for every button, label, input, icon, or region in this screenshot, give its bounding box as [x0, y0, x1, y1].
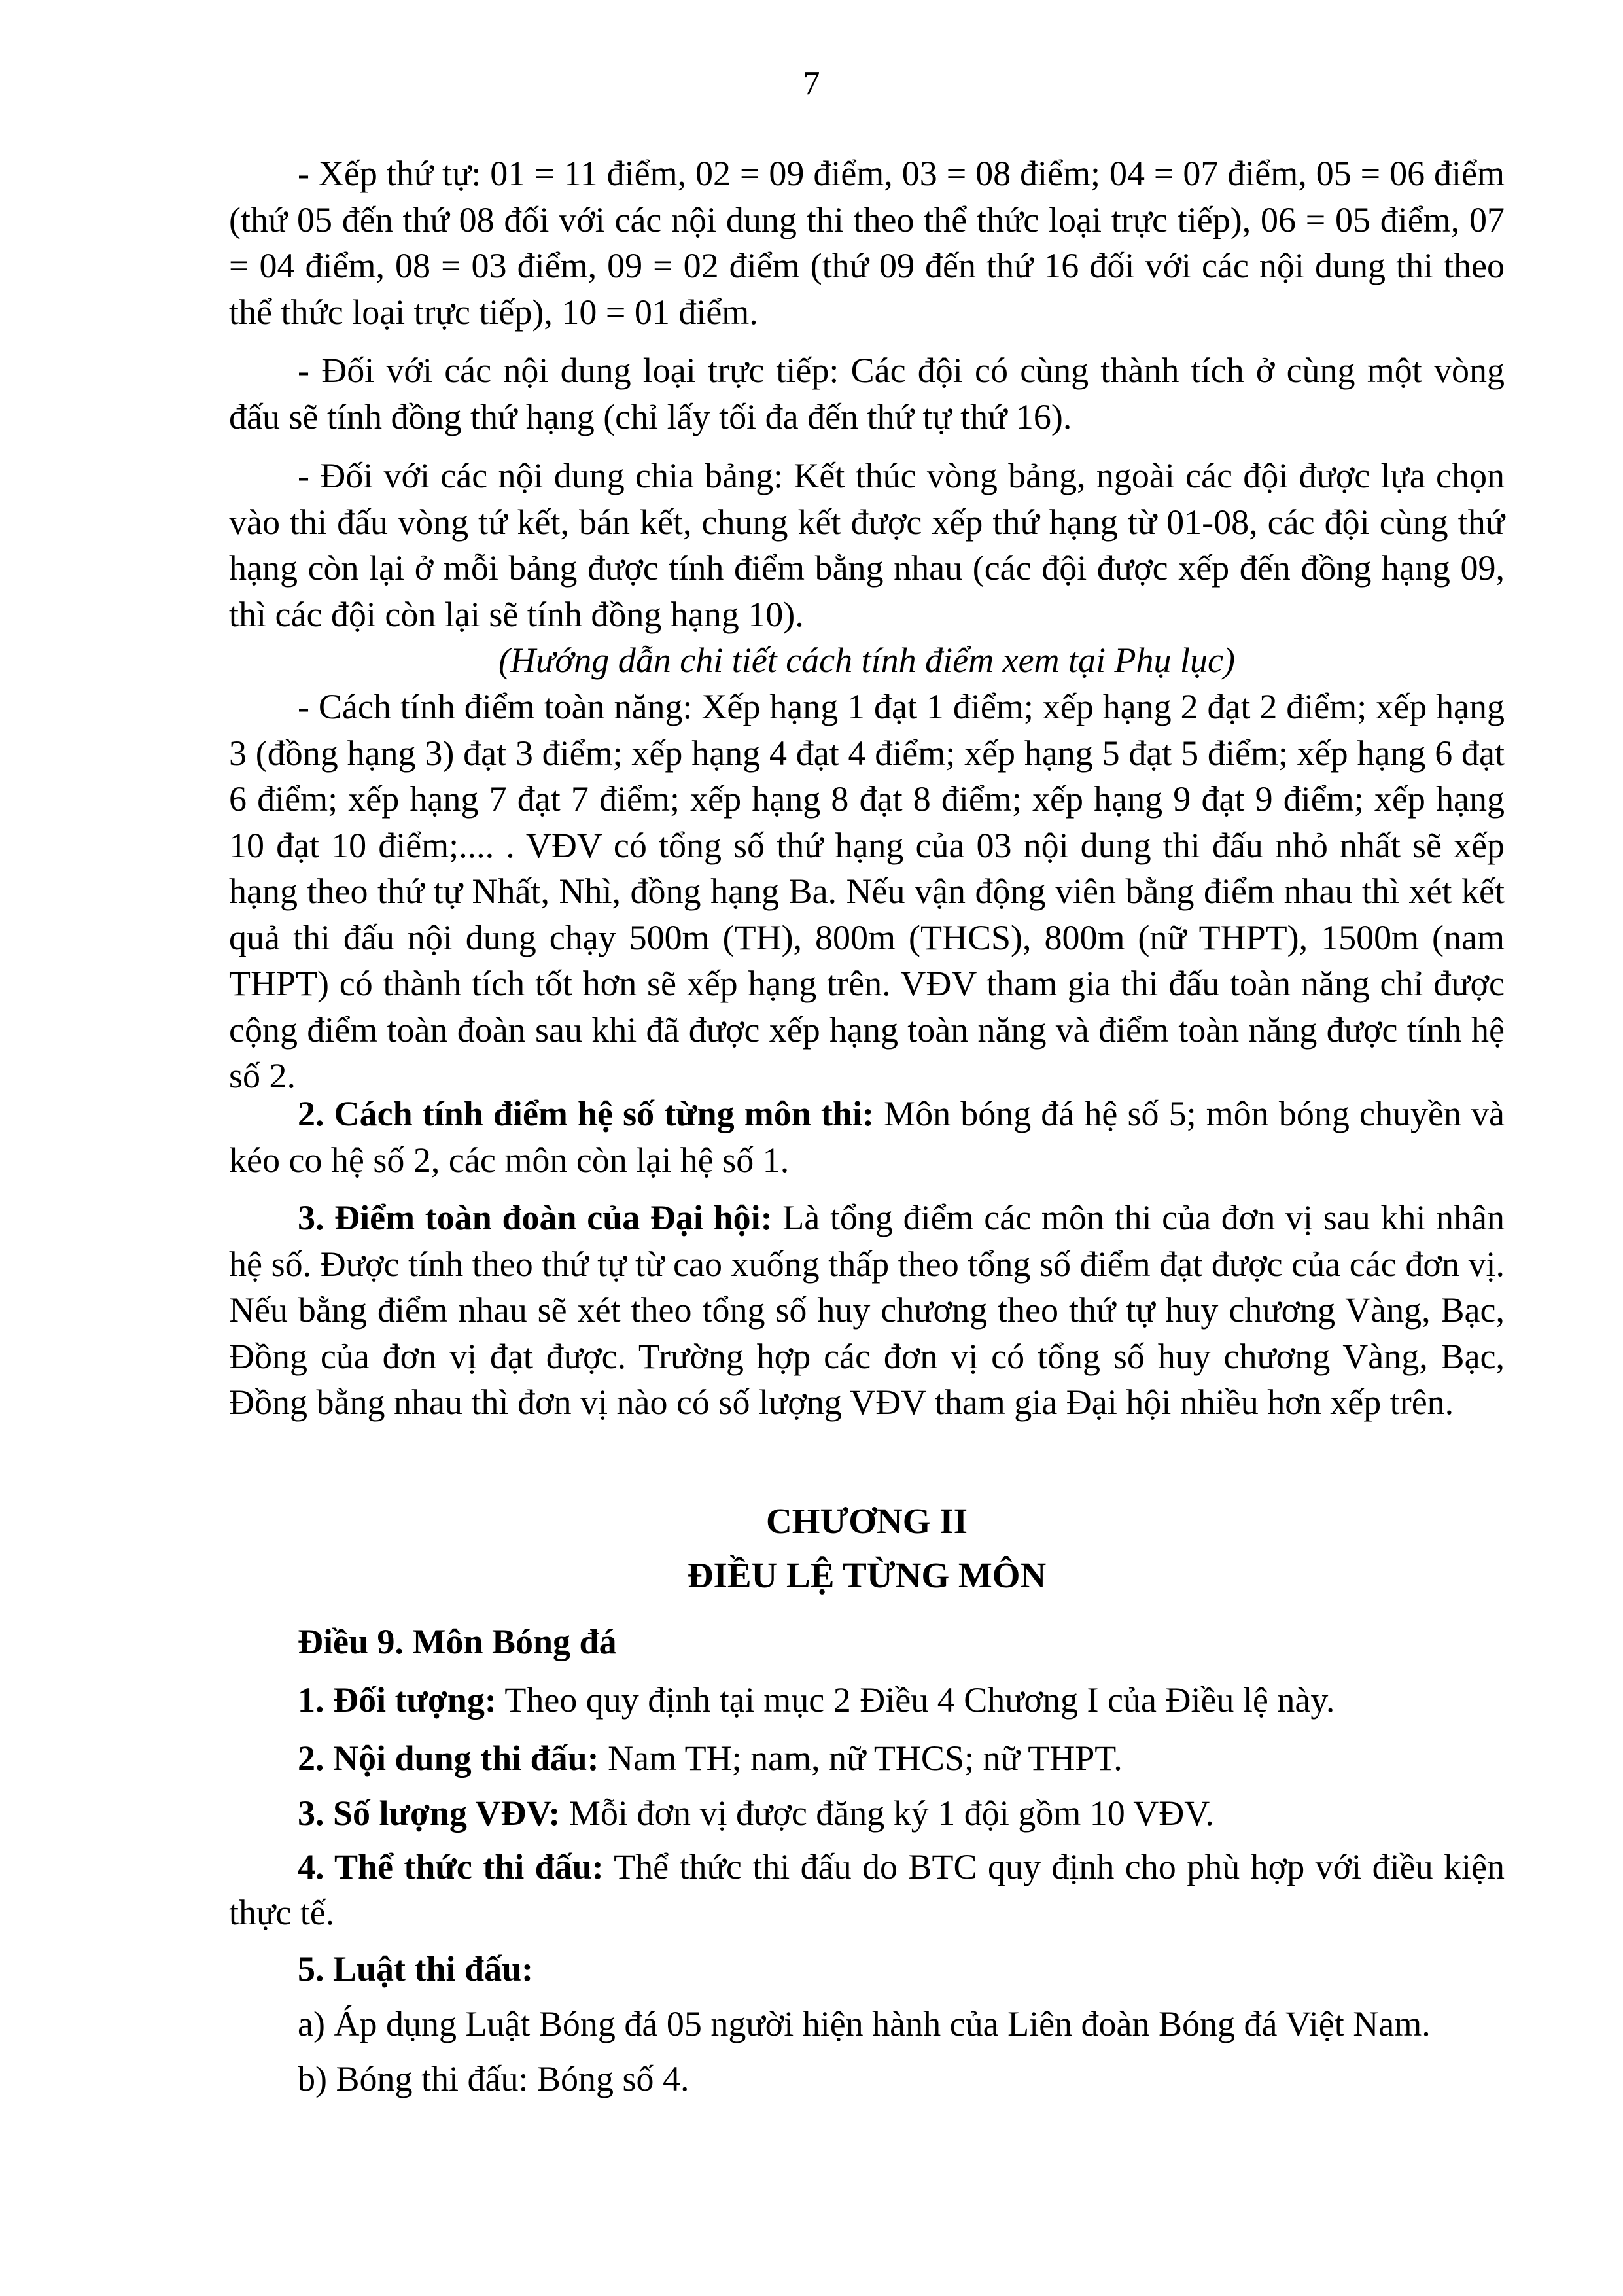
- article-item: [229, 1735, 1505, 1781]
- coefficient-paragraph: [229, 1091, 1505, 1183]
- rule-item: a) Áp dụng Luật Bóng đá 05 người hiện hành của Liên đoàn Bóng đá Việt Nam.: [298, 2004, 1431, 2043]
- item-text: Mỗi đơn vị được đăng ký 1 đội gồm 10 VĐV.: [560, 1793, 1214, 1833]
- rule-item: b) Bóng thi đấu: Bóng số 4.: [298, 2059, 689, 2098]
- item-label: 1. Đối tượng:: [298, 1680, 497, 1720]
- ranking-points-paragraph: - Xếp thứ tự: 01 = 11 điểm, 02 = 09 điểm, 03 = 08 điểm; 04 = 07 điểm, 05 = 06 điểm (thứ 05 đến thứ 08 đối với các nội dung thi theo thể thức loại trực tiếp), 06 = 05 điểm, 07 = 04 điểm, 08 = 03 điểm, 09 = 02 điểm (thứ 09 đến thứ 16 đối với các nội dung thi theo thể thức loại trực tiếp), 10 = 01 điểm.: [229, 154, 1505, 332]
- item-label: 4. Thể thức thi đấu:: [298, 1847, 604, 1886]
- article-heading: Điều 9. Môn Bóng đá: [298, 1622, 617, 1661]
- all-round-points-paragraph: - Cách tính điểm toàn năng: Xếp hạng 1 đạt 1 điểm; xếp hạng 2 đạt 2 điểm; xếp hạng 3 (đồng hạng 3) đạt 3 điểm; xếp hạng 4 đạt 4 điểm; xếp hạng 5 đạt 5 điểm; xếp hạng 6 đạt 6 điểm; xếp hạng 7 đạt 7 điểm; xếp hạng 8 đạt 8 điểm; xếp hạng 9 đạt 9 điểm; xếp hạng 10 đạt 10 điểm;.... . VĐV có tổng số thứ hạng của 03 nội dung thi đấu nhỏ nhất sẽ xếp hạng theo thứ tự Nhất, Nhì, đồng hạng Ba. Nếu vận động viên bằng điểm nhau thì xét kết quả thi đấu nội dung chạy 500m (TH), 800m (THCS), 800m (nữ THPT), 1500m (nam THPT) có thành tích tốt hơn sẽ xếp hạng trên. VĐV tham gia thi đấu toàn năng chỉ được cộng điểm toàn đoàn sau khi đã được xếp hạng toàn năng và điểm toàn năng được tính hệ số 2.: [229, 687, 1505, 1095]
- chapter-subtitle: ĐIỀU LỆ TỪNG MÔN: [687, 1555, 1047, 1595]
- article-item: [229, 1844, 1505, 1935]
- page-number: 7: [803, 65, 820, 102]
- item-label: 2. Nội dung thi đấu:: [298, 1739, 599, 1778]
- appendix-note: (Hướng dẫn chi tiết cách tính điểm xem tại Phụ lục): [498, 641, 1235, 680]
- item-label: 3. Số lượng VĐV:: [298, 1793, 561, 1833]
- group-stage-paragraph: - Đối với các nội dung chia bảng: Kết thúc vòng bảng, ngoài các đội được lựa chọn vào thi đấu vòng tứ kết, bán kết, chung kết được xếp thứ hạng từ 01-08, các đội cùng thứ hạng còn lại ở mỗi bảng được tính điểm bằng nhau (các đội được xếp đến đồng hạng 09, thì các đội còn lại sẽ tính đồng hạng 10).: [229, 456, 1505, 634]
- team-points-label: 3. Điểm toàn đoàn của Đại hội:: [298, 1198, 773, 1237]
- item-text: Theo quy định tại mục 2 Điều 4 Chương I của Điều lệ này.: [496, 1680, 1335, 1720]
- article-item: [229, 1677, 1505, 1723]
- knockout-paragraph: - Đối với các nội dung loại trực tiếp: Các đội có cùng thành tích ở cùng một vòng đấu sẽ tính đồng thứ hạng (chỉ lấy tối đa đến thứ tự thứ 16).: [229, 351, 1505, 436]
- coefficient-text: Môn bóng đá hệ số 5; môn bóng chuyền và kéo co hệ số 2, các môn còn lại hệ số 1.: [229, 1094, 1505, 1180]
- article-item: [229, 1946, 1505, 1992]
- item-text: Thể thức thi đấu do BTC quy định cho phù hợp với điều kiện thực tế.: [229, 1847, 1505, 1932]
- article-item: [229, 1790, 1505, 1836]
- item-label: 5. Luật thi đấu:: [298, 1949, 534, 1988]
- team-points-paragraph: [229, 1195, 1505, 1426]
- coefficient-label: 2. Cách tính điểm hệ số từng môn thi:: [298, 1094, 874, 1133]
- item-text: Nam TH; nam, nữ THCS; nữ THPT.: [599, 1739, 1123, 1778]
- chapter-title: CHƯƠNG II: [765, 1501, 968, 1541]
- team-points-text: Là tổng điểm các môn thi của đơn vị sau khi nhân hệ số. Được tính theo thứ tự từ cao xuống thấp theo tổng số điểm đạt được của các đơn vị. Nếu bằng điểm nhau sẽ xét theo tổng số huy chương theo thứ tự huy chương Vàng, Bạc, Đồng của đơn vị đạt được. Trường hợp các đơn vị có tổng số huy chương Vàng, Bạc, Đồng bằng nhau thì đơn vị nào có số lượng VĐV tham gia Đại hội nhiều hơn xếp trên.: [229, 1198, 1505, 1422]
